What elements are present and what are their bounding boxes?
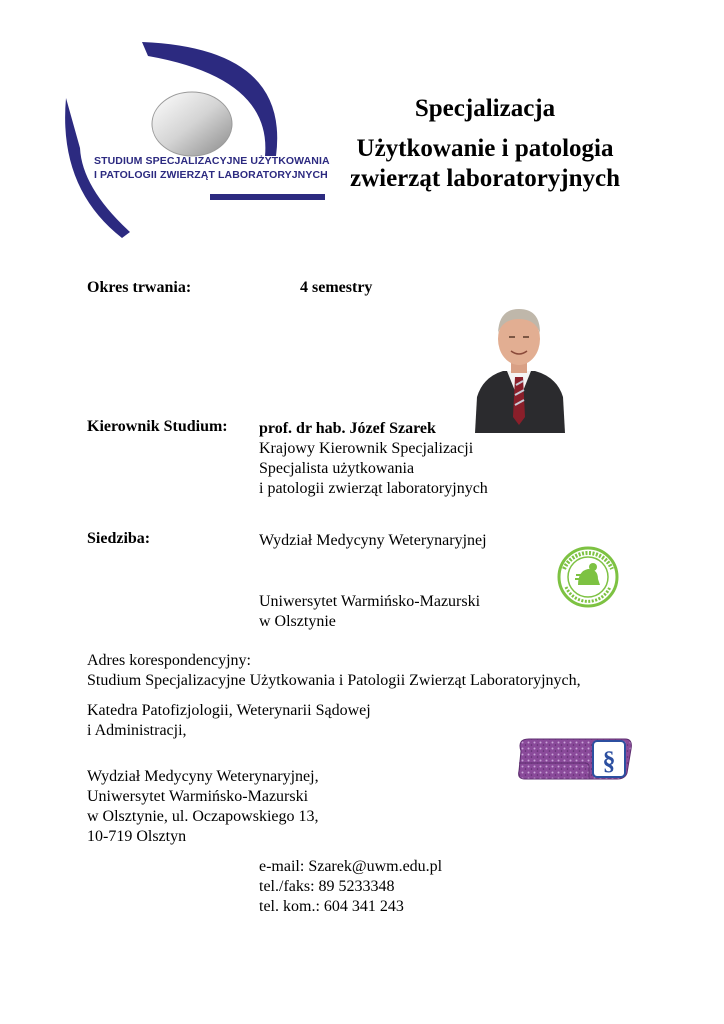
director-role3: i patologii zwierząt laboratoryjnych <box>259 480 488 497</box>
seat-university2: w Olsztynie <box>259 613 336 630</box>
correspondence-addr4: 10-719 Olsztyn <box>87 828 187 845</box>
contact-email[interactable]: e-mail: Szarek@uwm.edu.pl <box>259 858 443 875</box>
correspondence-addr3: w Olsztynie, ul. Oczapowskiego 13, <box>87 808 319 825</box>
seat-university1: Uniwersytet Warmińsko-Mazurski <box>259 593 481 610</box>
contact-mobile: tel. kom.: 604 341 243 <box>259 898 404 915</box>
studium-logo <box>60 38 330 243</box>
director-role1: Krajowy Kierownik Specjalizacji <box>259 440 474 457</box>
logo-text-line2: I PATOLOGII ZWIERZĄT LABORATORYJNYCH <box>94 169 328 181</box>
department-badge <box>515 735 635 783</box>
director-photo <box>473 305 565 433</box>
correspondence-dept1: Katedra Patofizjologii, Weterynarii Sądowej <box>87 702 371 719</box>
logo-oval <box>152 92 232 156</box>
correspondence-addr1: Wydział Medycyny Weterynaryjnej, <box>87 768 319 785</box>
title-line2: Użytkowanie i patologia <box>356 135 614 162</box>
duration-label: Okres trwania: <box>87 279 192 296</box>
svg-text:§: § <box>602 746 616 775</box>
contact-phone: tel./faks: 89 5233348 <box>259 878 395 895</box>
correspondence-dept2: i Administracji, <box>87 722 187 739</box>
director-role2: Specjalista użytkowania <box>259 460 415 477</box>
director-name: prof. dr hab. Józef Szarek <box>259 420 436 437</box>
correspondence-line1: Studium Specjalizacyjne Użytkowania i Patologii Zwierząt Laboratoryjnych, <box>87 672 581 689</box>
seat-label: Siedziba: <box>87 530 151 547</box>
director-label: Kierownik Studium: <box>87 418 228 435</box>
title-line3: zwierząt laboratoryjnych <box>349 165 621 192</box>
logo-swoosh <box>65 98 130 238</box>
title-line1: Specjalizacja <box>414 95 556 122</box>
duration-value: 4 semestry <box>300 279 373 296</box>
correspondence-addr2: Uniwersytet Warmińsko-Mazurski <box>87 788 309 805</box>
logo-text-line1: STUDIUM SPECJALIZACYJNE UŻYTKOWANIA <box>94 155 330 167</box>
seat-faculty: Wydział Medycyny Weterynaryjnej <box>259 532 487 549</box>
faculty-seal <box>556 545 620 609</box>
correspondence-heading: Adres korespondencyjny: <box>87 652 251 669</box>
